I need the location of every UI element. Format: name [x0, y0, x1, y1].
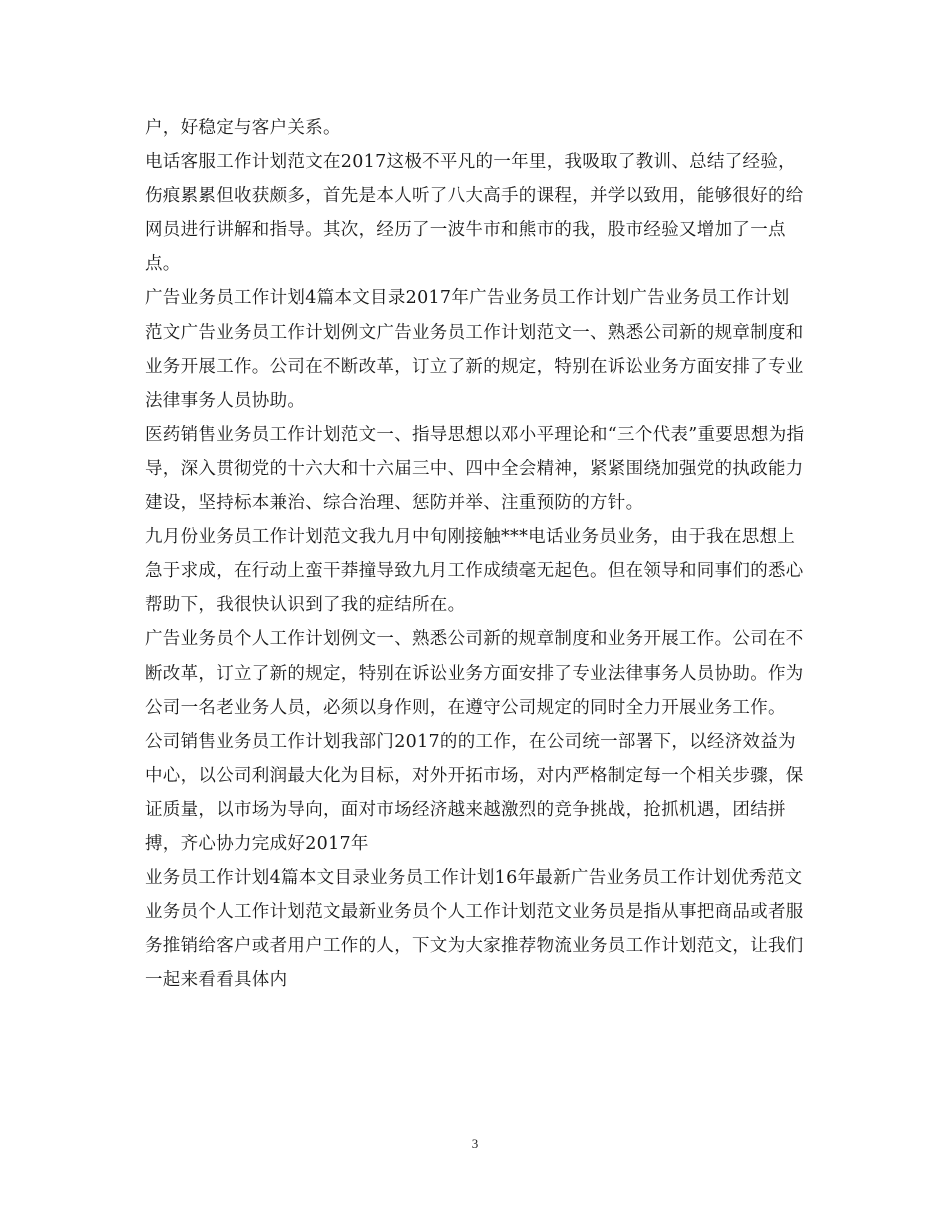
paragraph-3: 广告业务员工作计划4篇本文目录2017年广告业务员工作计划广告业务员工作计划范文广告业务员工作计划例文广告业务员工作计划范文一、熟悉公司新的规章制度和业务开展工作。公司在不断改革，订立了新的规定，特别在诉讼业务方面安排了专业法律事务人员协助。 — [145, 288, 804, 411]
document-body — [145, 111, 805, 997]
page-number: 3 — [471, 1136, 479, 1151]
paragraph-5: 九月份业务员工作计划范文我九月中旬刚接触***电话业务员业务，由于我在思想上急于求成，在行动上蛮干莽撞导致九月工作成绩毫无起色。但在领导和同事们的悉心帮助下，我很快认识到了我的症结所在。 — [145, 527, 804, 616]
paragraph-1: 户，好稳定与客户关系。 — [145, 118, 341, 138]
paragraph-2: 电话客服工作计划范文在2017这极不平凡的一年里，我吸取了教训、总结了经验，伤痕累累但收获颇多，首先是本人听了八大高手的课程，并学以致用，能够很好的给网员进行讲解和指导。其次，经历了一波牛市和熊市的我，股市经验又增加了一点点。 — [145, 152, 804, 275]
paragraph-7: 公司销售业务员工作计划我部门2017的的工作，在公司统一部署下，以经济效益为中心，以公司利润最大化为目标，对外开拓市场，对内严格制定每一个相关步骤，保证质量，以市场为导向，面对市场经济越来越激烈的竞争挑战，抢抓机遇，团结拼搏，齐心协力完成好2017年 — [145, 731, 804, 854]
paragraph-6: 广告业务员个人工作计划例文一、熟悉公司新的规章制度和业务开展工作。公司在不断改革，订立了新的规定，特别在诉讼业务方面安排了专业法律事务人员协助。作为公司一名老业务人员，必须以身作则，在遵守公司规定的同时全力开展业务工作。 — [145, 629, 804, 718]
paragraph-8: 业务员工作计划4篇本文目录业务员工作计划16年最新广告业务员工作计划优秀范文业务员个人工作计划范文最新业务员个人工作计划范文业务员是指从事把商品或者服务推销给客户或者用户工作的人，下文为大家推荐物流业务员工作计划范文，让我们一起来看看具体内 — [145, 868, 804, 991]
paragraph-4: 医药销售业务员工作计划范文一、指导思想以邓小平理论和“三个代表”重要思想为指导，深入贯彻党的十六大和十六届三中、四中全会精神，紧紧围绕加强党的执政能力建设，坚持标本兼治、综合治理、惩防并举、注重预防的方针。 — [145, 424, 805, 514]
